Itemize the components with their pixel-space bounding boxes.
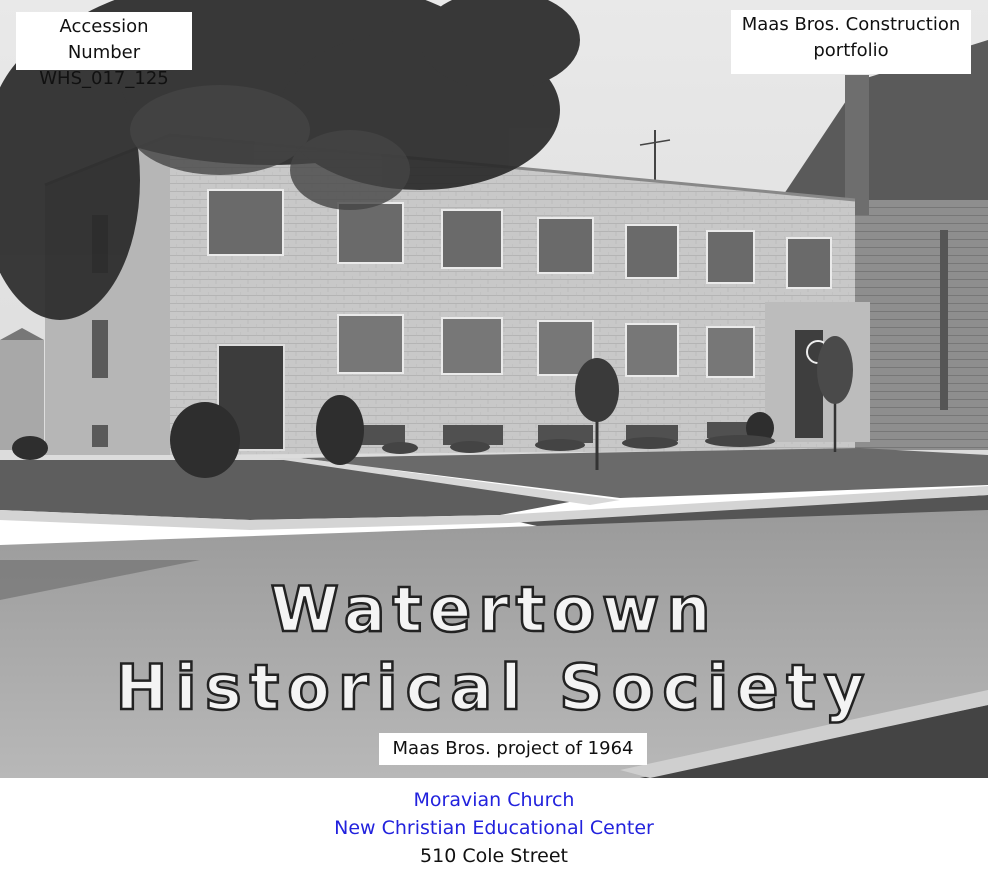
caption-building-name: New Christian Educational Center [334, 817, 654, 839]
watermark-line2: Historical Society [115, 651, 873, 724]
caption-address: 510 Cole Street [420, 845, 568, 867]
portfolio-label-line2: portfolio [813, 40, 889, 61]
portfolio-label [731, 10, 971, 74]
watermark-line1: Watertown [270, 573, 718, 646]
portfolio-label-line1: Maas Bros. Construction [741, 14, 961, 35]
accession-number-value: WHS_017_125 [39, 68, 169, 89]
accession-number-label [16, 12, 192, 89]
accession-number-title: Accession Number [59, 16, 149, 63]
caption-church-name: Moravian Church [413, 789, 575, 811]
project-year-label: Maas Bros. project of 1964 [379, 733, 647, 765]
